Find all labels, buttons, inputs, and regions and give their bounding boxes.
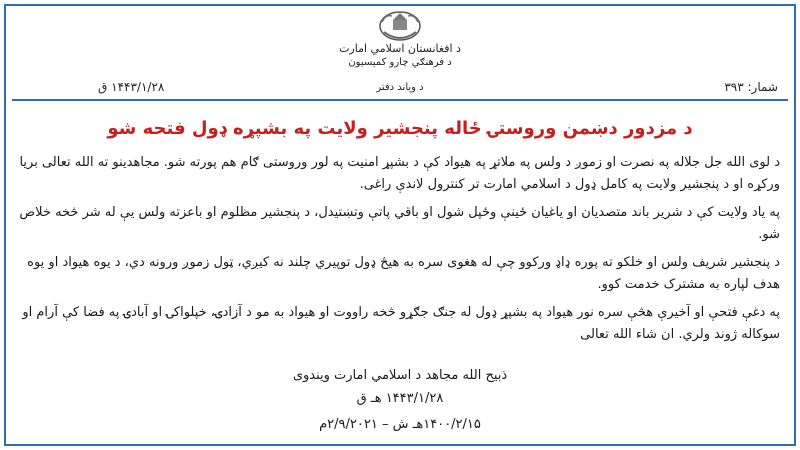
document-number: شمار: ۳۹۳ [724,80,778,94]
statement-body [14,152,780,352]
paragraph-3: د پنجشیر شریف ولس او خلکو ته پوره ډاډ ورکوو چې له هغوی سره به هیڅ ډول توپیري چلند نه کیږي، ټول زموږ ورونه دي، د یوه هیواد او یوه هدف لپاره به مشترک خدمت کوو. [27,255,780,292]
signature-date-lunar: ۱۴۴۳/۱/۲۸ هـ ق [356,391,444,406]
paragraph-1: د لوی الله جل جلاله په نصرت او زموږ د ولس په ملاتړ په هیواد کې د بشپړ امنیت په لور وروستی ګام هم پورته شو. مجاهدینو ته الله تعالی بریا ورکړه او د پنجشیر ولایت په کامل ډول د اسلامي امارت تر کنترول لاندې راغی. [19,155,780,192]
header-commission: د فرهنګي چارو کمیسیون [348,57,452,68]
paragraph-2: په یاد ولایت کې د شریر باند متصدیان او یاغیان ځینې وځپل شول او باقي پاتې وتښتیدل، د پنجشیر مظلوم او باعزته ولس یې له شر څخه خلاص شو. [19,205,780,242]
document-date: ۱۴۴۳/۱/۲۸ ق [98,80,165,94]
header-divider [12,99,788,101]
emblem-icon [374,8,426,42]
signature-date-solar: ۱۴۰۰/۲/۱۵هـ ش – ۲/۹/۲۰۲۱م [319,417,481,432]
header-office: د ویاند دفتر [376,82,424,93]
statement-title: د مزدور دښمن وروستۍ ځاله پنجشیر ولایت په بشپړه ډول فتحه شو [107,118,693,139]
paragraph-4: په دغې فتحې او آخیرې هڅې سره نور هیواد په بشپړ ډول له جنګ جګړو څخه راووت او هیواد به مو د آزادۍ، خپلواکۍ او آبادۍ په فضا کې آرام او سوکاله ژوند ولري. ان شاء الله تعالی [22,305,780,342]
signature-name: ذبیح الله مجاهد د اسلامي امارت ویندوی [292,368,508,383]
header-emirate: د افغانستان اسلامي امارت [339,42,461,55]
